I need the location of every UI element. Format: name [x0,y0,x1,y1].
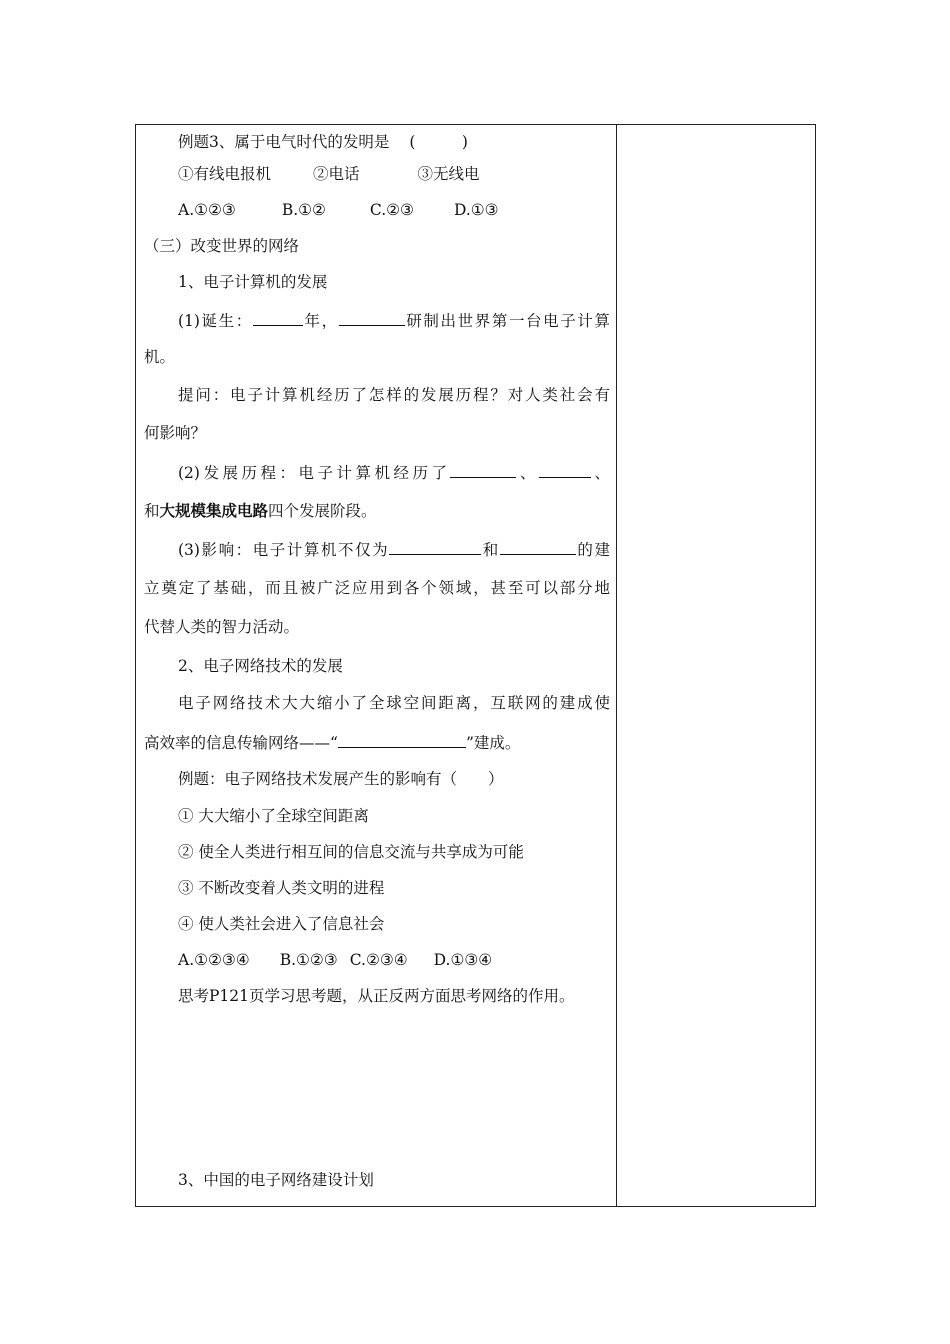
example3-item: ①有线电报机 [178,165,272,183]
blank-impact-2[interactable] [500,538,576,555]
impact-line-2: 立奠定了基础，而且被广泛应用到各个领域，甚至可以部分地 [144,579,610,597]
list-item: ① 大大缩小了全球空间距离 [178,807,369,825]
development-line-2: 和大规模集成电路四个发展阶段。 [144,502,377,520]
blank-year[interactable] [253,309,303,326]
option: A.①②③④ [178,951,250,969]
example3-option: B.①② [281,201,326,219]
list-item: ③ 不断改变着人类文明的进程 [178,879,385,897]
blank-impact-1[interactable] [389,538,481,555]
list-item: ② 使全人类进行相互间的信息交流与共享成为可能 [178,843,524,861]
blank-country[interactable] [339,309,405,326]
list-item: ④ 使人类社会进入了信息社会 [178,915,385,933]
network-line-2: 高效率的信息传输网络——“ ”建成。 [144,731,520,753]
blank-stage-2[interactable] [539,461,591,478]
option: D.①③④ [433,951,493,969]
blank-stage-1[interactable] [450,461,516,478]
example3-option: C.②③ [369,201,414,219]
example3-item: ②电话 [313,165,360,183]
impact-line-3: 代替人类的智力活动。 [144,618,300,636]
example3-option: A.①②③ [178,201,236,219]
example3-options [178,200,499,220]
example3-item: ③无线电 [417,165,480,183]
example3-items [178,164,480,184]
subheading-computer: 1、电子计算机的发展 [178,273,328,291]
subheading-network: 2、电子网络技术的发展 [178,657,343,675]
question-line-2: 何影响？ [144,424,207,442]
birth-line-tail: 机。 [144,348,176,366]
network-line-1: 电子网络技术大大缩小了全球空间距离，互联网的建成使 [178,694,610,712]
option: B.①②③ [279,951,338,969]
example3-option: D.①③ [453,201,499,219]
bold-term: 大规模集成电路 [159,502,269,520]
birth-line: (1)诞生： 年， 研制出世界第一台电子计算 [178,309,610,331]
question-line-1: 提问：电子计算机经历了怎样的发展历程？对人类社会有 [178,386,610,404]
network-example-options [178,950,492,970]
example3-question: 例题3、属于电气时代的发明是 ( ) [178,133,468,151]
development-line: (2)发展历程：电子计算机经历了 、 、 [178,461,610,483]
think-prompt: 思考P121页学习思考题，从正反两方面思考网络的作用。 [178,987,575,1005]
option: C.②③④ [349,951,408,969]
blank-network-name[interactable] [338,731,466,748]
network-example-question: 例题：电子网络技术发展产生的影响有（ ） [178,770,504,788]
section-heading: （三）改变世界的网络 [144,237,300,255]
table-column-divider [616,124,617,1207]
impact-line: (3)影响：电子计算机不仅为 和 的建 [178,538,610,560]
subheading-china-network: 3、中国的电子网络建设计划 [178,1171,374,1189]
